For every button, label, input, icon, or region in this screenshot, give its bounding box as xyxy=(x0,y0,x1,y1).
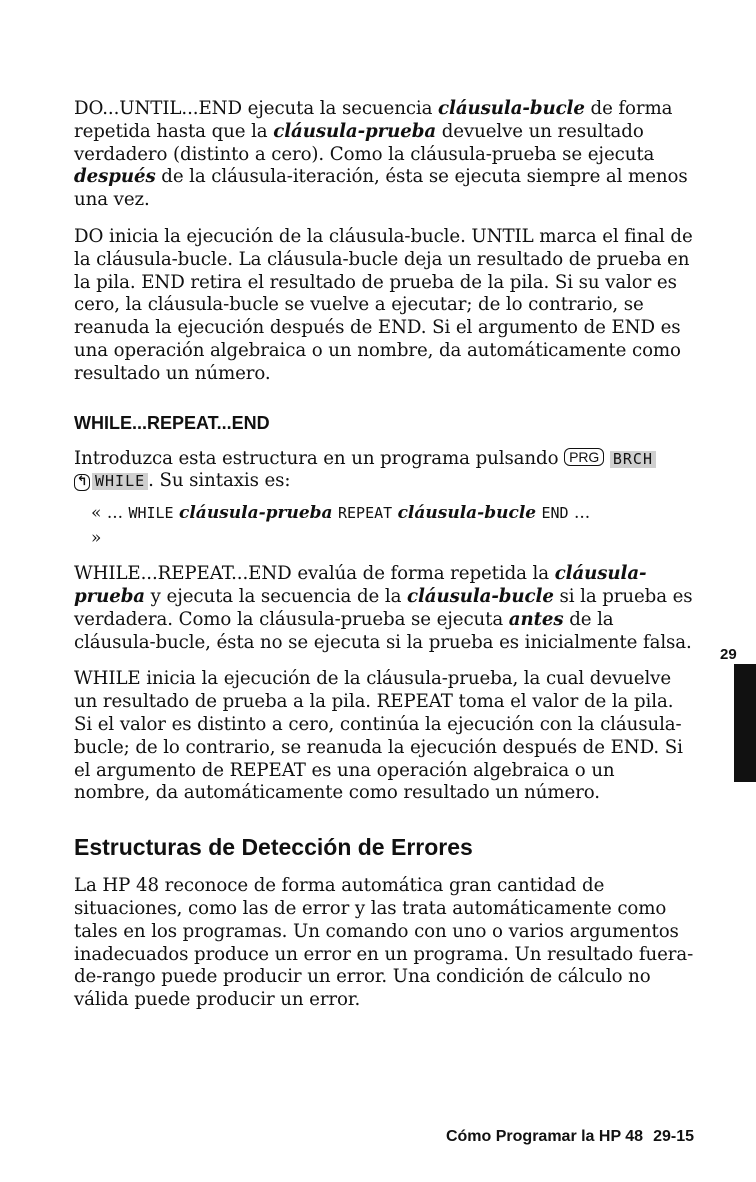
paragraph-keystrokes xyxy=(74,448,694,494)
syntax-line xyxy=(74,501,694,551)
emphasis: después xyxy=(74,166,156,188)
paragraph-errors: La HP 48 reconoce de forma automática gran cantidad de situaciones, como las de error y las trata automáticamente como tales en los programas. Un comando con uno o varios argumentos inadecuados produce un error en un programa. Un resultado fuera-de-rango puede producir un error. Una condición de cálculo no válida puede producir un error. xyxy=(74,875,694,1011)
page-footer xyxy=(446,1128,694,1146)
paragraph-do-description: DO inicia la ejecución de la cláusula-bucle. UNTIL marca el final de la cláusula-bucle. La cláusula-bucle deja un resultado de prueba en la pila. END retira el resultado de prueba de la pila. Si su valor es cero, la cláusula-bucle se vuelve a ejecutar; de lo contrario, se reanuda la ejecución después de END. Si el argumento de END es una operación algebraica o un nombre, da automáticamente como resultado un número. xyxy=(74,225,693,384)
paragraph-while-description: WHILE inicia la ejecución de la cláusula-prueba, la cual devuelve un resultado de prueba a la pila. REPEAT toma el valor de la pila. Si el valor es distinto a cero, continúa la ejecución con la cláusula-bucle; de lo contrario, se reanuda la ejecución después de END. Si el argumento de REPEAT es una operación algebraica o un nombre, da automáticamente como resultado un número. xyxy=(74,668,683,804)
brch-menu-key[interactable]: BRCH xyxy=(610,451,656,468)
text: devuelve un resultado verdadero (distinto a cero). Como la cláusula-prueba se ejecuta xyxy=(74,120,655,165)
left-shift-key-icon[interactable]: ↰ xyxy=(74,474,90,491)
emphasis: cláusula-prueba xyxy=(74,563,647,607)
chapter-tab-marker xyxy=(734,664,756,782)
open-delimiter: « xyxy=(91,503,102,524)
end-keyword: END xyxy=(541,504,569,523)
ellipsis: ... xyxy=(574,503,591,524)
text: y ejecuta la secuencia de la xyxy=(145,585,408,607)
emphasis: cláusula-bucle xyxy=(397,503,537,524)
emphasis: cláusula-bucle xyxy=(407,585,554,607)
text: . Su sintaxis es: xyxy=(148,470,291,492)
text: de la cláusula-bucle, ésta no se ejecuta si la prueba es inicialmente falsa. xyxy=(74,608,692,653)
text: Introduzca esta estructura en un programa pulsando xyxy=(74,447,565,469)
text: WHILE...REPEAT...END evalúa de forma repetida la xyxy=(74,563,555,585)
paragraph-while-evaluates xyxy=(74,563,694,654)
text: de forma repetida hasta que la xyxy=(74,98,673,142)
emphasis: antes xyxy=(508,608,564,630)
emphasis: cláusula-bucle xyxy=(438,98,585,119)
text: DO...UNTIL...END ejecuta la secuencia xyxy=(74,98,439,119)
while-menu-key[interactable]: WHILE xyxy=(92,473,148,490)
page-number: 29-15 xyxy=(653,1128,694,1145)
page-content xyxy=(74,98,694,1012)
emphasis: cláusula-prueba xyxy=(179,503,333,524)
section-heading-errors: Estructuras de Detección de Errores xyxy=(74,834,473,861)
close-delimiter: » xyxy=(91,528,102,549)
while-keyword: WHILE xyxy=(128,504,174,523)
footer-title: Cómo Programar la HP 48 xyxy=(445,1128,644,1145)
emphasis: cláusula-prueba xyxy=(273,120,437,142)
text: si la prueba es verdadera. Como la cláusula-prueba se ejecuta xyxy=(74,585,693,630)
prg-key[interactable]: PRG xyxy=(564,448,604,466)
text: de la cláusula-iteración, ésta se ejecuta siempre al menos una vez. xyxy=(74,166,688,211)
ellipsis: ... xyxy=(106,503,124,524)
chapter-tab-number: 29 xyxy=(720,646,737,663)
repeat-keyword: REPEAT xyxy=(337,504,393,523)
paragraph-do-until xyxy=(74,98,694,212)
subheading-while-repeat-end: WHILE...REPEAT...END xyxy=(74,412,270,433)
